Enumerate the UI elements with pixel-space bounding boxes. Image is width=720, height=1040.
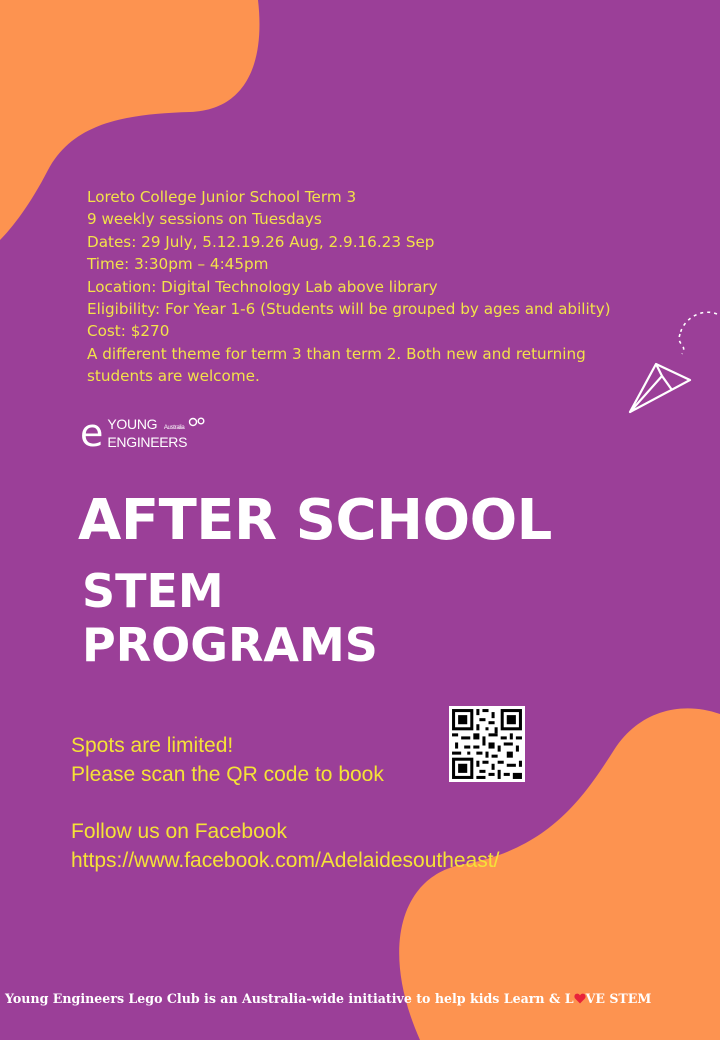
gears-icon [188, 417, 206, 427]
footer-text-before: Young Engineers Lego Club is an Australia-wide initiative to help kids Learn & L [5, 991, 574, 1006]
spots-limited-text: Spots are limited! [71, 734, 234, 757]
details-line-location: Location: Digital Technology Lab above library [87, 277, 438, 296]
details-line-cost: Cost: $270 [87, 322, 170, 341]
logo-line2: ENGINEERS [107, 434, 188, 450]
details-line-welcome: students are welcome. [87, 367, 260, 386]
qr-code-icon[interactable] [449, 706, 525, 782]
logo-text [107, 417, 206, 449]
logo-line1-small: Australia [163, 425, 185, 431]
headline-stem: STEM [82, 564, 224, 618]
young-engineers-logo [80, 411, 206, 455]
footer-text-after: VE STEM [585, 991, 652, 1006]
heart-icon [574, 993, 586, 1004]
details-line-school: Loreto College Junior School Term 3 [87, 188, 357, 206]
social-text [71, 817, 499, 875]
follow-facebook-text: Follow us on Facebook [71, 820, 287, 843]
booking-text [71, 731, 384, 789]
program-details [87, 186, 667, 388]
details-line-dates: Dates: 29 July, 5.12.19.26 Aug, 2.9.16.23 Sep [87, 232, 435, 251]
paper-plane-icon [622, 306, 720, 416]
details-line-time: Time: 3:30pm – 4:45pm [87, 255, 269, 274]
facebook-url-link[interactable]: https://www.facebook.com/Adelaidesoutheast/ [71, 849, 500, 872]
logo-line1: YOUNG [107, 416, 158, 432]
headline-programs: PROGRAMS [82, 618, 378, 672]
headline-after-school: AFTER SCHOOL [78, 488, 552, 553]
footer-tagline [5, 991, 720, 1006]
details-line-sessions: 9 weekly sessions on Tuesdays [87, 210, 322, 229]
logo-mark: e [80, 411, 104, 455]
details-line-eligibility: Eligibility: For Year 1-6 (Students will be grouped by ages and ability) [87, 300, 611, 319]
scan-qr-text: Please scan the QR code to book [71, 763, 384, 786]
details-line-theme: A different theme for term 3 than term 2. Both new and returning [87, 344, 586, 363]
